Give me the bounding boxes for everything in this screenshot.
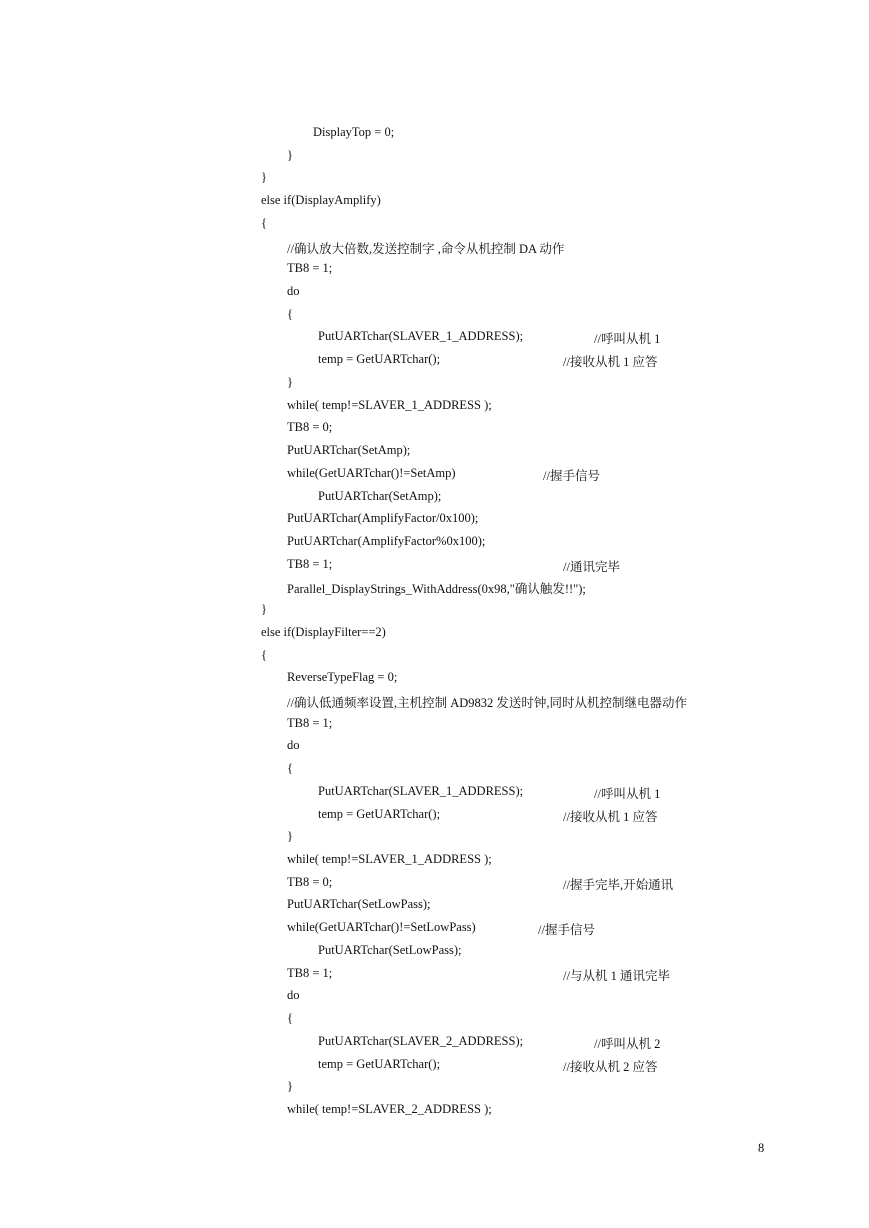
code-text: { — [287, 761, 293, 776]
code-text: PutUARTchar(AmplifyFactor/0x100); — [287, 511, 479, 526]
code-text: } — [261, 602, 267, 617]
code-comment: //握手信号 — [538, 923, 595, 938]
code-comment: //呼叫从机 1 — [594, 332, 661, 347]
code-text: do — [287, 738, 300, 753]
code-text: } — [287, 147, 293, 162]
code-text: PutUARTchar(SetLowPass); — [287, 897, 431, 912]
code-text: DisplayTop = 0; — [313, 125, 395, 139]
code-text: //确认放大倍数,发送控制字 ,命令从机控制 DA 动作 — [287, 241, 565, 256]
code-text: PutUARTchar(SLAVER_2_ADDRESS); — [318, 1033, 524, 1048]
code-comment: //握手信号 — [543, 468, 600, 483]
code-text: { — [287, 1011, 293, 1026]
code-text: } — [287, 1079, 293, 1094]
code-text: temp = GetUARTchar(); — [318, 1056, 441, 1071]
code-text: } — [287, 829, 293, 844]
code-comment: //通讯完毕 — [563, 559, 620, 574]
code-text: } — [261, 170, 267, 185]
code-text: else if(DisplayFilter==2) — [261, 624, 386, 639]
code-text: temp = GetUARTchar(); — [318, 806, 441, 821]
code-text: while( temp!=SLAVER_1_ADDRESS ); — [287, 852, 492, 867]
code-text: PutUARTchar(SetLowPass); — [318, 942, 462, 957]
code-text: while(GetUARTchar()!=SetAmp) — [287, 465, 456, 480]
code-text: while( temp!=SLAVER_2_ADDRESS ); — [287, 1101, 492, 1116]
code-text: } — [287, 374, 293, 389]
code-comment: //呼叫从机 2 — [594, 1036, 661, 1051]
code-text: PutUARTchar(SLAVER_1_ADDRESS); — [318, 783, 524, 798]
code-text: PutUARTchar(SetAmp); — [318, 488, 442, 503]
code-comment: //握手完毕,开始通讯 — [563, 877, 674, 892]
code-comment: //接收从机 1 应答 — [563, 809, 658, 824]
code-text: else if(DisplayAmplify) — [261, 193, 381, 208]
code-text: //确认低通频率设置,主机控制 AD9832 发送时钟,同时从机控制继电器动作 — [287, 696, 688, 710]
code-text: { — [287, 306, 293, 321]
page-number: 8 — [758, 1141, 765, 1155]
code-text: while( temp!=SLAVER_1_ADDRESS ); — [287, 397, 492, 412]
code-comment: //与从机 1 通讯完毕 — [563, 968, 670, 983]
code-text: PutUARTchar(SetAmp); — [287, 443, 411, 458]
code-text: { — [261, 647, 267, 662]
code-text: ReverseTypeFlag = 0; — [287, 670, 398, 685]
code-comment: //接收从机 1 应答 — [563, 355, 658, 370]
code-text: TB8 = 1; — [287, 261, 333, 276]
code-text: Parallel_DisplayStrings_WithAddress(0x98,"确认触发!!"); — [287, 582, 586, 597]
code-text: do — [287, 988, 300, 1003]
code-text: PutUARTchar(SLAVER_1_ADDRESS); — [318, 329, 524, 344]
code-text: while(GetUARTchar()!=SetLowPass) — [287, 920, 476, 935]
code-comment: //呼叫从机 1 — [594, 786, 661, 801]
code-text: do — [287, 284, 300, 299]
code-text: TB8 = 1; — [287, 715, 333, 730]
code-text: TB8 = 0; — [287, 420, 333, 435]
code-text: TB8 = 1; — [287, 556, 333, 571]
code-text: PutUARTchar(AmplifyFactor%0x100); — [287, 533, 486, 548]
code-text: TB8 = 0; — [287, 874, 333, 889]
code-comment: //接收从机 2 应答 — [563, 1059, 658, 1074]
code-text: TB8 = 1; — [287, 965, 333, 980]
code-text: temp = GetUARTchar(); — [318, 352, 441, 367]
code-text: { — [261, 215, 267, 230]
